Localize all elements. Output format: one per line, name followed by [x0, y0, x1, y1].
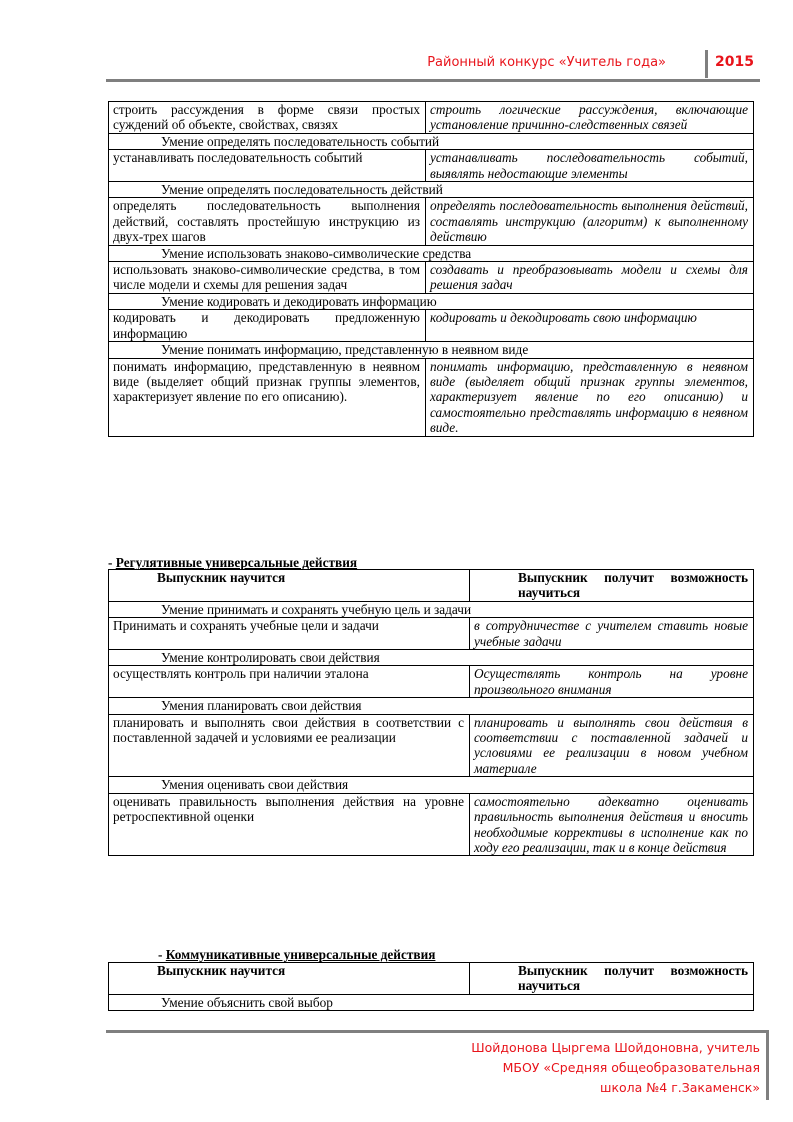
skill-heading-row — [109, 698, 754, 714]
skill-heading: Умение использовать знаково-символические средства — [109, 245, 754, 261]
section-title: Коммуникативные универсальные действия — [165, 947, 436, 962]
table-body — [109, 963, 754, 1011]
skill-heading: Умения оценивать свои действия — [109, 777, 754, 793]
advanced-outcome-cell: строить логические рассуждения, включающие установление причинно-следственных связей — [426, 102, 754, 134]
header-title: Районный конкурс «Учитель года» — [427, 55, 666, 70]
page-footer — [471, 1038, 760, 1098]
table-header-row — [109, 963, 754, 995]
footer-line: МБОУ «Средняя общеобразовательная — [502, 1060, 760, 1075]
skill-heading-row — [109, 133, 754, 149]
skill-heading: Умение определять последовательность событий — [109, 133, 754, 149]
footer-separator — [766, 1030, 769, 1100]
skill-heading: Умение контролировать свои действия — [109, 650, 754, 666]
column-header-will-learn: Выпускник научится — [109, 963, 470, 995]
footer-line: Шойдонова Цыргема Шойдоновна, учитель — [471, 1040, 760, 1055]
skill-heading-row — [109, 650, 754, 666]
skill-heading: Умение объяснить свой выбор — [109, 994, 754, 1010]
column-header-opportunity: Выпускник получит возможность научиться — [470, 963, 754, 995]
skill-heading: Умение принимать и сохранять учебную цель и задачи — [109, 601, 754, 617]
table-row — [109, 262, 754, 294]
basic-outcome-cell: понимать информацию, представленную в неявном виде (выделяет общий признак группы элементов, характеризует явление по его описанию). — [109, 358, 426, 436]
advanced-outcome-cell: самостоятельно адекватно оценивать правильность выполнения действия и вносить необходимые коррективы в исполнение как по ходу его реализации, так и в конце действия — [470, 793, 754, 856]
table-row — [109, 198, 754, 245]
basic-outcome-cell: определять последовательность выполнения действий, составлять простейшую инструкцию из двух-трех шагов — [109, 198, 426, 245]
footer-line: школа №4 г.Закаменск» — [600, 1080, 760, 1095]
table-row — [109, 358, 754, 436]
table-row — [109, 102, 754, 134]
advanced-outcome-cell: кодировать и декодировать свою информацию — [426, 310, 754, 342]
basic-outcome-cell: устанавливать последовательность событий — [109, 150, 426, 182]
table-row — [109, 666, 754, 698]
header-year: 2015 — [715, 54, 754, 70]
footer-rule — [106, 1030, 768, 1033]
skill-heading: Умение понимать информацию, представленную в неявном виде — [109, 342, 754, 358]
section-dash: - — [158, 947, 166, 962]
skill-heading-row — [109, 245, 754, 261]
basic-outcome-cell: Принимать и сохранять учебные цели и задачи — [109, 618, 470, 650]
advanced-outcome-cell: создавать и преобразовывать модели и схемы для решения задач — [426, 262, 754, 294]
table-row — [109, 310, 754, 342]
skill-heading-row — [109, 182, 754, 198]
table-row — [109, 714, 754, 777]
advanced-outcome-cell: устанавливать последовательность событий, выявлять недостающие элементы — [426, 150, 754, 182]
cognitive-actions-table — [108, 101, 754, 437]
advanced-outcome-cell: Осуществлять контроль на уровне произвольного внимания — [470, 666, 754, 698]
table-body — [109, 570, 754, 856]
table-row — [109, 618, 754, 650]
section-heading-communicative — [158, 947, 435, 963]
header-rule — [106, 79, 760, 82]
header-separator — [705, 50, 708, 78]
regulatory-actions-table — [108, 569, 754, 856]
basic-outcome-cell: строить рассуждения в форме связи простых суждений об объекте, свойствах, связях — [109, 102, 426, 134]
skill-heading: Умения планировать свои действия — [109, 698, 754, 714]
basic-outcome-cell: планировать и выполнять свои действия в соответствии с поставленной задачей и условиями ее реализации — [109, 714, 470, 777]
advanced-outcome-cell: определять последовательность выполнения действий, составлять инструкцию (алгоритм) к выполненному действию — [426, 198, 754, 245]
basic-outcome-cell: оценивать правильность выполнения действия на уровне ретроспективной оценки — [109, 793, 470, 856]
table-body — [109, 102, 754, 437]
section-dash: - — [108, 555, 116, 570]
skill-heading-row — [109, 342, 754, 358]
skill-heading-row — [109, 601, 754, 617]
column-header-will-learn: Выпускник научится — [109, 570, 470, 602]
table-header-row — [109, 570, 754, 602]
skill-heading: Умение кодировать и декодировать информацию — [109, 293, 754, 309]
skill-heading-row — [109, 994, 754, 1010]
skill-heading-row — [109, 777, 754, 793]
skill-heading-row — [109, 293, 754, 309]
column-header-opportunity: Выпускник получит возможность научиться — [470, 570, 754, 602]
basic-outcome-cell: кодировать и декодировать предложенную информацию — [109, 310, 426, 342]
page-header — [427, 50, 760, 80]
advanced-outcome-cell: в сотрудничестве с учителем ставить новые учебные задачи — [470, 618, 754, 650]
communicative-actions-table — [108, 962, 754, 1011]
advanced-outcome-cell: планировать и выполнять свои действия в соответствии с поставленной задачей и условиями ее реализации в новом учебном материале — [470, 714, 754, 777]
basic-outcome-cell: осуществлять контроль при наличии эталона — [109, 666, 470, 698]
table-row — [109, 793, 754, 856]
skill-heading: Умение определять последовательность действий — [109, 182, 754, 198]
advanced-outcome-cell: понимать информацию, представленную в неявном виде (выделяет общий признак группы элементов, характеризует явление по его описанию) и самостоятельно представлять информацию в неявном виде. — [426, 358, 754, 436]
table-row — [109, 150, 754, 182]
section-title: Регулятивные универсальные действия — [115, 555, 358, 570]
basic-outcome-cell: использовать знаково-символические средства, в том числе модели и схемы для решения задач — [109, 262, 426, 294]
